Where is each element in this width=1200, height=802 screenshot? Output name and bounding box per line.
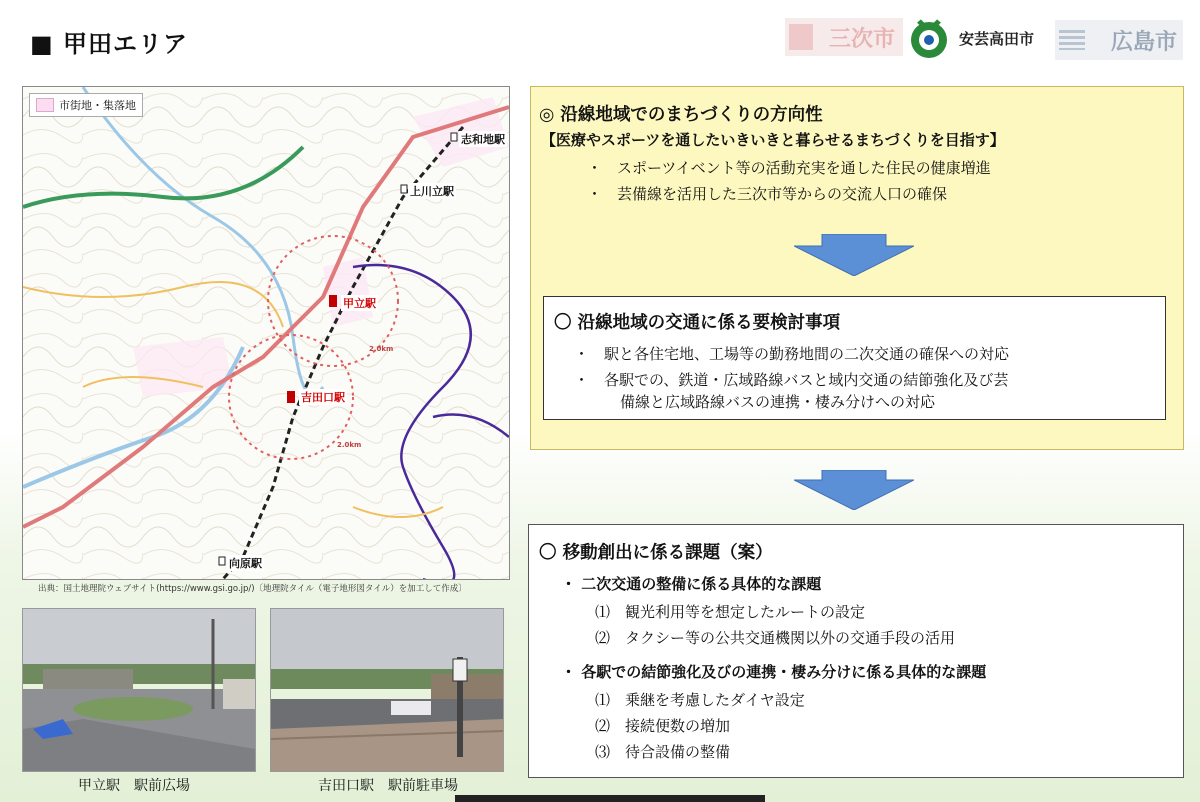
direction-bullet: ・ スポーツイベント等の活動充実を通した住民の健康増進 bbox=[587, 159, 991, 177]
bottom-bar bbox=[455, 795, 765, 802]
miyoshi-logo bbox=[785, 18, 903, 56]
kodachi-station-marker bbox=[329, 295, 337, 307]
kodachi-photo-image bbox=[23, 609, 255, 771]
issue-group-title: ・ 各駅での結節強化及びの連携・棲み分けに係る具体的な課題 bbox=[561, 663, 987, 681]
shiwachi-station-label: 志和地駅 bbox=[461, 133, 505, 146]
hiroshima-logo bbox=[1055, 20, 1183, 60]
yoshidaguchi-radius-label: 2.0km bbox=[337, 441, 362, 449]
akitakata-logo bbox=[907, 14, 1034, 62]
mukaihara-station-marker bbox=[219, 557, 225, 565]
issues-heading: 〇 移動創出に係る課題（案） bbox=[539, 543, 773, 563]
issue-item: ⑴ 観光利用等を想定したルートの設定 bbox=[595, 603, 866, 621]
yoshidaguchi-station-photo bbox=[270, 608, 504, 772]
kamikawadachi-station-label: 上川立駅 bbox=[410, 185, 454, 198]
map-graphic bbox=[23, 87, 509, 579]
area-map bbox=[22, 86, 510, 580]
yoshidaguchi-station-label: 吉田口駅 bbox=[301, 391, 345, 404]
kodachi-station-photo bbox=[22, 608, 256, 772]
kodachi-station-label: 甲立駅 bbox=[343, 297, 376, 310]
issue-item: ⑵ タクシー等の公共交通機関以外の交通手段の活用 bbox=[595, 629, 956, 647]
kamikawadachi-station-marker bbox=[401, 185, 407, 193]
issue-group-title: ・ 二次交通の整備に係る具体的な課題 bbox=[561, 575, 822, 593]
kodachi-radius-label: 2.0km bbox=[369, 345, 394, 353]
page-title: ■ 甲田エリア bbox=[30, 30, 189, 58]
logo-area bbox=[785, 14, 1185, 64]
issues-panel bbox=[528, 524, 1184, 778]
legend-swatch bbox=[36, 98, 54, 112]
mukaihara-station-label: 向原駅 bbox=[229, 557, 262, 570]
direction-heading: ◎ 沿線地域でのまちづくりの方向性 bbox=[539, 105, 823, 125]
hiroshima-mark-icon bbox=[1059, 30, 1085, 50]
akitakata-emblem-icon bbox=[907, 15, 951, 61]
transport-bullet-continued: 備線と広域路線バスの連携・棲み分けへの対応 bbox=[620, 393, 936, 411]
shiwachi-station-marker bbox=[451, 133, 457, 141]
down-arrow-icon bbox=[794, 234, 914, 276]
yoshidaguchi-photo-image bbox=[271, 609, 503, 771]
kodachi-photo-caption: 甲立駅 駅前広場 bbox=[78, 778, 190, 794]
legend-label: 市街地・集落地 bbox=[59, 99, 136, 112]
hiroshima-logo-text: 広島市 bbox=[1110, 29, 1177, 55]
transport-bullet: ・ 駅と各住宅地、工場等の勤務地間の二次交通の確保への対応 bbox=[574, 345, 1010, 363]
transport-heading: 〇 沿線地域の交通に係る要検討事項 bbox=[554, 313, 841, 333]
miyoshi-logo-text: 三次市 bbox=[828, 26, 895, 52]
yoshidaguchi-station-marker bbox=[287, 391, 295, 403]
miyoshi-mark-icon bbox=[789, 24, 813, 50]
yoshidaguchi-photo-caption: 吉田口駅 駅前駐車場 bbox=[318, 778, 458, 794]
map-legend bbox=[29, 93, 143, 117]
issue-item: ⑶ 待合設備の整備 bbox=[595, 743, 731, 761]
akitakata-logo-text: 安芸高田市 bbox=[959, 29, 1035, 48]
down-arrow-icon bbox=[794, 470, 914, 510]
issue-item: ⑵ 接続便数の増加 bbox=[595, 717, 731, 735]
direction-bullet: ・ 芸備線を活用した三次市等からの交流人口の確保 bbox=[587, 185, 948, 203]
transport-bullet: ・ 各駅での、鉄道・広域路線バスと域内交通の結節強化及び芸 bbox=[574, 371, 1009, 389]
direction-subtitle: 【医療やスポーツを通したいきいきと暮らせるまちづくりを目指す】 bbox=[541, 131, 1005, 149]
issue-item: ⑴ 乗継を考慮したダイヤ設定 bbox=[595, 691, 805, 709]
map-source-note: 出典：国土地理院ウェブサイト(https://www.gsi.go.jp/)〔地理院タイル（電子地形図タイル）を加工して作成〕 bbox=[38, 584, 467, 594]
transport-panel bbox=[543, 296, 1166, 420]
